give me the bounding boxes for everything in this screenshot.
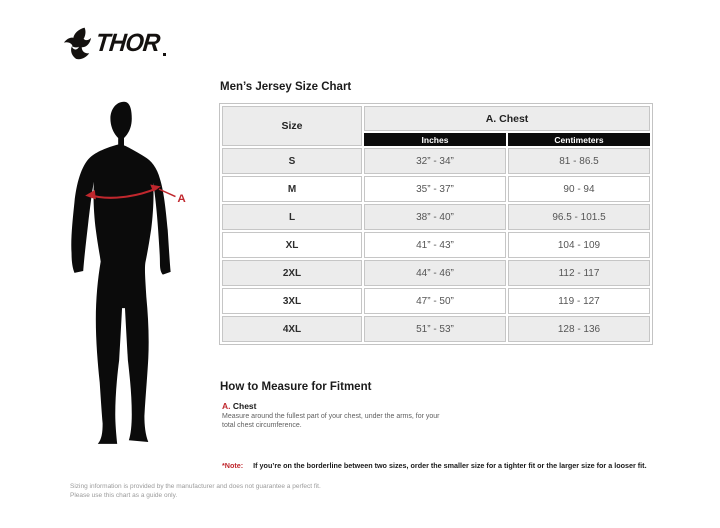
table-row-s [222,148,650,174]
sizing-note [222,461,662,470]
centimeters-value: 112 - 117 [508,260,650,286]
centimeters-value: 128 - 136 [508,316,650,342]
chest-group-header: A. Chest [364,106,650,131]
measure-item-key: A. [222,401,231,411]
inches-value: 38” - 40” [364,204,506,230]
brand-logo-text: THOR [94,29,161,57]
size-label: L [222,204,362,230]
inches-column-header: Inches [364,133,506,146]
disclaimer-line-2: Please use this chart as a guide only. [70,492,178,500]
table-row-l [222,204,650,230]
table-row-3xl [222,288,650,314]
table-row-xl [222,232,650,258]
inches-value: 41” - 43” [364,232,506,258]
centimeters-value: 90 - 94 [508,176,650,202]
chest-measure-label: A [177,193,186,206]
measure-item-description: Measure around the fullest part of your chest, under the arms, for your total chest circumference. [222,413,440,430]
centimeters-value: 104 - 109 [508,232,650,258]
size-chart-table [219,103,653,345]
thor-goat-icon [64,27,92,60]
centimeters-value: 96.5 - 101.5 [508,204,650,230]
measure-item-label [222,401,257,411]
size-label: 3XL [222,288,362,314]
measure-item-name: Chest [232,401,257,411]
body-silhouette-figure [56,98,192,456]
table-header-row [222,106,650,131]
manufacturer-disclaimer [70,482,321,500]
note-text: If you’re on the borderline between two sizes, order the smaller size for a tighter fit or the larger size for a looser fit. [253,461,647,470]
table-row-4xl [222,316,650,342]
size-label: M [222,176,362,202]
inches-value: 35” - 37” [364,176,506,202]
centimeters-column-header: Centimeters [508,133,650,146]
male-silhouette [71,102,170,444]
centimeters-value: 81 - 86.5 [508,148,650,174]
size-label: XL [222,232,362,258]
size-label: 2XL [222,260,362,286]
inches-value: 32” - 34” [364,148,506,174]
brand-logo [64,27,166,60]
size-label: S [222,148,362,174]
centimeters-value: 119 - 127 [508,288,650,314]
disclaimer-line-1: Sizing information is provided by the manufacturer and does not guarantee a perfect fit. [70,483,321,490]
logo-trademark-dot [163,53,166,56]
table-row-m [222,176,650,202]
inches-value: 51” - 53” [364,316,506,342]
inches-value: 47” - 50” [364,288,506,314]
page-title: Men’s Jersey Size Chart [220,81,352,93]
table-row-2xl [222,260,650,286]
size-label: 4XL [222,316,362,342]
note-label: *Note: [222,461,244,470]
inches-value: 44” - 46” [364,260,506,286]
measure-section-heading: How to Measure for Fitment [220,381,372,393]
size-column-header: Size [222,106,362,146]
